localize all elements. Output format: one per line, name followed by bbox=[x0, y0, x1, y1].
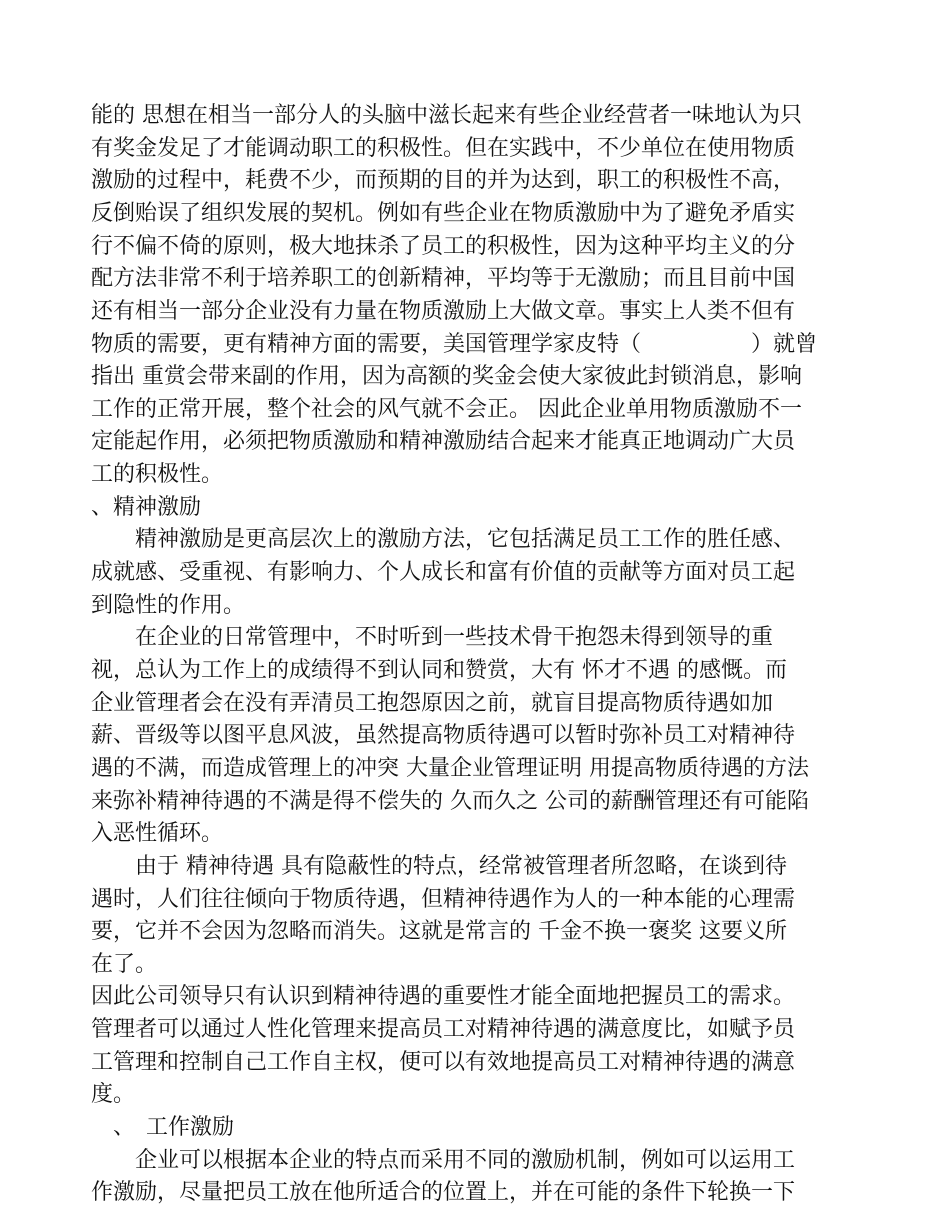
text-line: 管理者可以通过人性化管理来提高员工对精神待遇的满意度比，如赋予员 bbox=[91, 1017, 796, 1043]
text-line: 工管理和控制自己工作自主权，便可以有效地提高员工对精神待遇的满意 bbox=[91, 1049, 796, 1075]
text-line: 视，总认为工作上的成绩得不到认同和赞赏，大有 怀才不遇 的感慨。而 bbox=[91, 658, 787, 683]
text-line: 在企业的日常管理中，不时听到一些技术骨干抱怨未得到领导的重 bbox=[91, 625, 774, 651]
text-line: 激励的过程中，耗费不少，而预期的目的并为达到，职工的积极性不高， bbox=[91, 168, 796, 194]
text-line: 遇的不满，而造成管理上的冲突 大量企业管理证明 用提高物质待遇的方法 bbox=[91, 755, 809, 781]
text-line: 能的 思想在相当一部分人的头脑中滋长起来有些企业经营者一味地认为只 bbox=[91, 103, 802, 128]
text-line: 度。 bbox=[91, 1082, 136, 1108]
text-line: 遇时，人们往往倾向于物质待遇，但精神待遇作为人的一种本能的心理需 bbox=[91, 886, 796, 912]
text-line: 到隐性的作用。 bbox=[91, 592, 246, 618]
text-line: 工的积极性。 bbox=[91, 462, 224, 488]
text-line: 工作的正常开展，整个社会的风气就不会正。 因此企业单用物质激励不一 bbox=[91, 396, 802, 422]
text-line: 精神激励是更高层次上的激励方法，它包括满足员工工作的胜任感、 bbox=[91, 527, 796, 553]
text-line: 在了。 bbox=[91, 951, 158, 977]
text-line: 来弥补精神待遇的不满是得不偿失的 久而久之 公司的薪酬管理还有可能陷 bbox=[91, 788, 809, 814]
text-line: 反倒贻误了组织发展的契机。例如有些企业在物质激励中为了避免矛盾实 bbox=[91, 200, 796, 226]
text-line: 入恶性循环。 bbox=[91, 821, 224, 847]
text-line: 成就感、受重视、有影响力、个人成长和富有价值的贡献等方面对员工起 bbox=[91, 560, 796, 586]
text-line: 指出 重赏会带来副的作用，因为高额的奖金会使大家彼此封锁消息，影响 bbox=[91, 364, 802, 390]
text-line: 配方法非常不利于培养职工的创新精神，平均等于无激励；而且目前中国 bbox=[91, 266, 796, 292]
text-line: 因此公司领导只有认识到精神待遇的重要性才能全面地把握员工的需求。 bbox=[91, 984, 796, 1010]
text-line: 企业可以根据本企业的特点而采用不同的激励机制，例如可以运用工 bbox=[91, 1147, 796, 1173]
text-line: 由于 精神待遇 具有隐蔽性的特点，经常被管理者所忽略，在谈到待 bbox=[91, 853, 787, 879]
text-line: 作激励，尽量把员工放在他所适合的位置上，并在可能的条件下轮换一下 bbox=[91, 1180, 796, 1206]
text-line: 物质的需要，更有精神方面的需要，美国管理学家皮特（ ）就曾 bbox=[91, 331, 818, 357]
text-line: 企业管理者会在没有弄清员工抱怨原因之前，就盲目提高物质待遇如加 bbox=[91, 690, 774, 716]
text-line: 行不偏不倚的原则，极大地抹杀了员工的积极性，因为这种平均主义的分 bbox=[91, 233, 796, 259]
text-line: 有奖金发足了才能调动职工的积极性。但在实践中，不少单位在使用物质 bbox=[91, 135, 796, 161]
text-line: 要，它并不会因为忽略而消失。这就是常言的 千金不换一褒奖 这要义所 bbox=[91, 919, 787, 945]
text-line: 薪、晋级等以图平息风波，虽然提高物质待遇可以暂时弥补员工对精神待 bbox=[91, 723, 796, 749]
section-heading: 、精神激励 bbox=[91, 494, 202, 520]
section-heading: 、 工作激励 bbox=[91, 1115, 235, 1141]
text-line: 定能起作用，必须把物质激励和精神激励结合起来才能真正地调动广大员 bbox=[91, 429, 796, 455]
text-line: 还有相当一部分企业没有力量在物质激励上大做文章。事实上人类不但有 bbox=[91, 298, 796, 324]
